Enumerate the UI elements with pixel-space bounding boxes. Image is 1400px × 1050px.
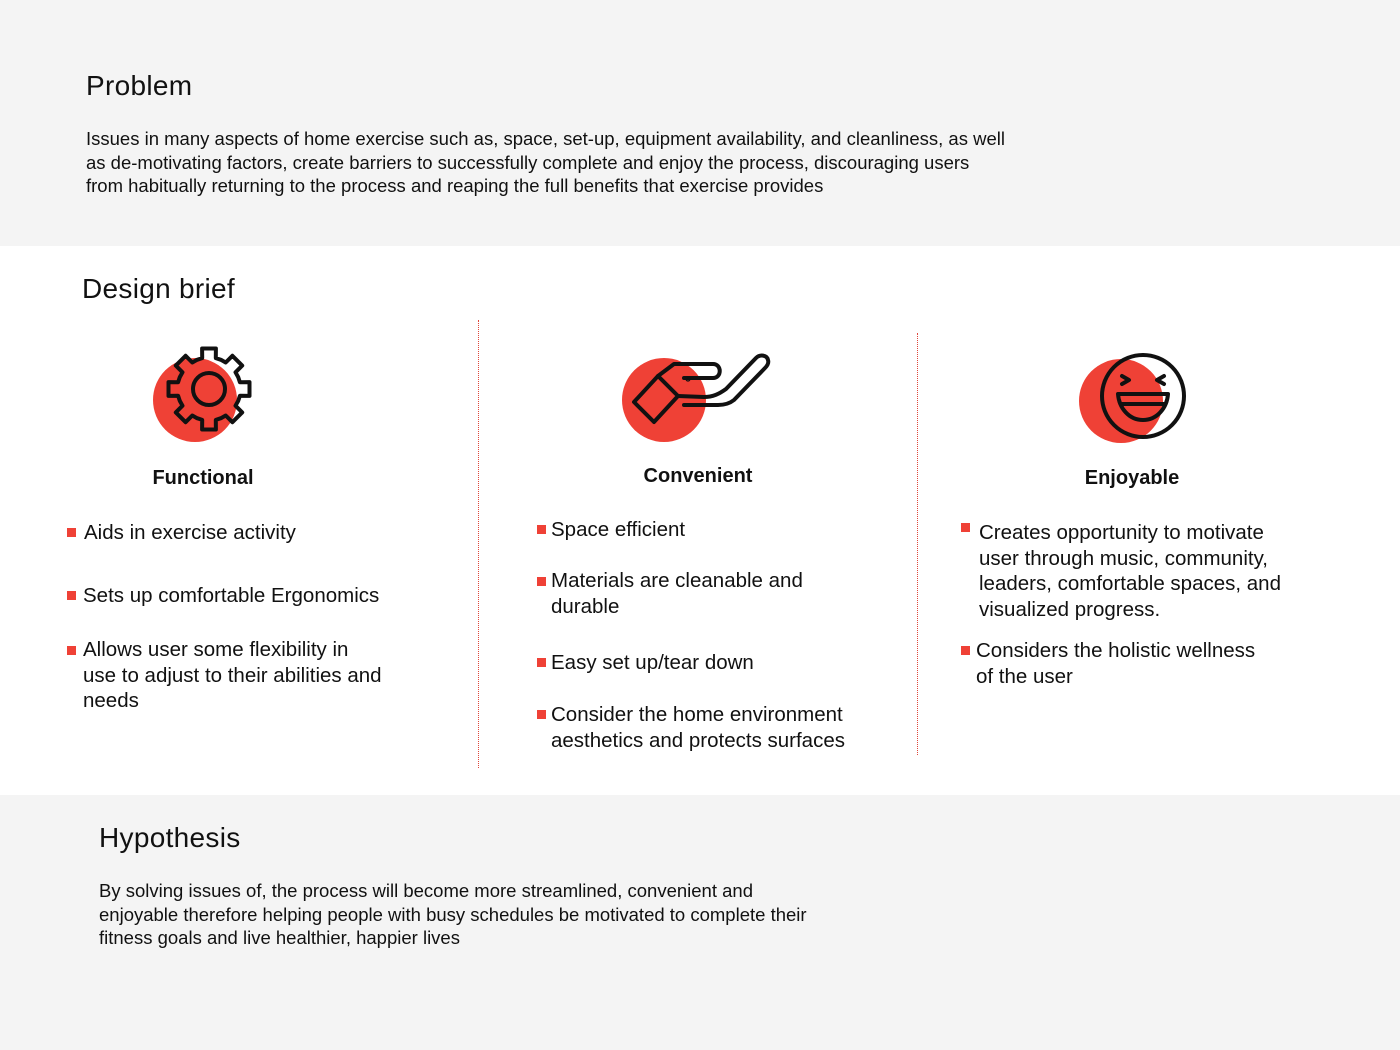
hand-icon	[618, 348, 778, 448]
bullet-line: Space efficient	[551, 518, 686, 541]
column-divider	[917, 333, 918, 755]
column-title-convenient: Convenient	[643, 465, 753, 487]
problem-line: Issues in many aspects of home exercise such as, space, set-up, equipment availability, and cleanliness, as well	[86, 128, 1005, 149]
bullet-line: Materials are cleanable and	[551, 569, 803, 592]
bullet-marker	[537, 525, 546, 534]
hypothesis-line: By solving issues of, the process will become more streamlined, convenient and	[99, 880, 753, 901]
hypothesis-section	[0, 795, 1400, 1050]
problem-text	[86, 127, 1005, 198]
bullet-item	[84, 520, 296, 546]
bullet-marker	[67, 591, 76, 600]
column-title-enjoyable: Enjoyable	[1084, 467, 1180, 489]
bullet-item	[979, 520, 1281, 622]
bullet-item	[976, 638, 1255, 689]
bullet-line: of the user	[976, 664, 1073, 688]
bullet-line: visualized progress.	[979, 597, 1161, 621]
gear-icon	[148, 342, 268, 452]
bullet-line: needs	[83, 689, 139, 712]
bullet-line: Allows user some flexibility in	[83, 638, 349, 661]
bullet-marker	[537, 577, 546, 586]
problem-line: from habitually returning to the process and reaping the full benefits that exercise provides	[86, 175, 824, 196]
problem-section	[0, 0, 1400, 246]
problem-line: as de-motivating factors, create barriers to successfully complete and enjoy the process, discouraging users	[86, 151, 970, 173]
hypothesis-text	[99, 879, 807, 950]
bullet-item	[551, 650, 754, 676]
bullet-item	[83, 583, 379, 609]
bullet-line: Considers the holistic wellness	[976, 639, 1256, 662]
hypothesis-line: fitness goals and live healthier, happier lives	[99, 927, 460, 948]
bullet-item	[551, 568, 803, 619]
bullet-marker	[67, 646, 76, 655]
bullet-line: Sets up comfortable Ergonomics	[83, 584, 380, 607]
bullet-item	[551, 517, 685, 543]
bullet-line: user through music, community,	[979, 546, 1269, 570]
bullet-line: durable	[551, 594, 620, 618]
bullet-marker	[961, 523, 970, 532]
hypothesis-title: Hypothesis	[99, 822, 241, 853]
bullet-marker	[961, 646, 970, 655]
bullet-line: aesthetics and protects surfaces	[551, 728, 845, 752]
bullet-line: leaders, comfortable spaces, and	[979, 572, 1281, 595]
hypothesis-line: enjoyable therefore helping people with busy schedules be motivated to complete their	[99, 903, 807, 925]
bullet-item	[551, 702, 845, 753]
smiley-icon	[1074, 346, 1194, 456]
design-brief-section	[0, 246, 1400, 795]
bullet-marker	[67, 528, 76, 537]
bullet-line: Consider the home environment	[551, 703, 843, 726]
bullet-marker	[537, 658, 546, 667]
design-brief-title: Design brief	[82, 273, 236, 304]
bullet-line: Aids in exercise activity	[84, 521, 296, 544]
bullet-marker	[537, 710, 546, 719]
problem-title: Problem	[86, 70, 193, 101]
column-title-functional: Functional	[152, 467, 254, 489]
bullet-line: Creates opportunity to motivate	[979, 521, 1264, 544]
bullet-item	[83, 637, 382, 714]
bullet-line: use to adjust to their abilities and	[83, 663, 382, 687]
bullet-line: Easy set up/tear down	[551, 651, 754, 674]
column-divider	[478, 320, 479, 768]
